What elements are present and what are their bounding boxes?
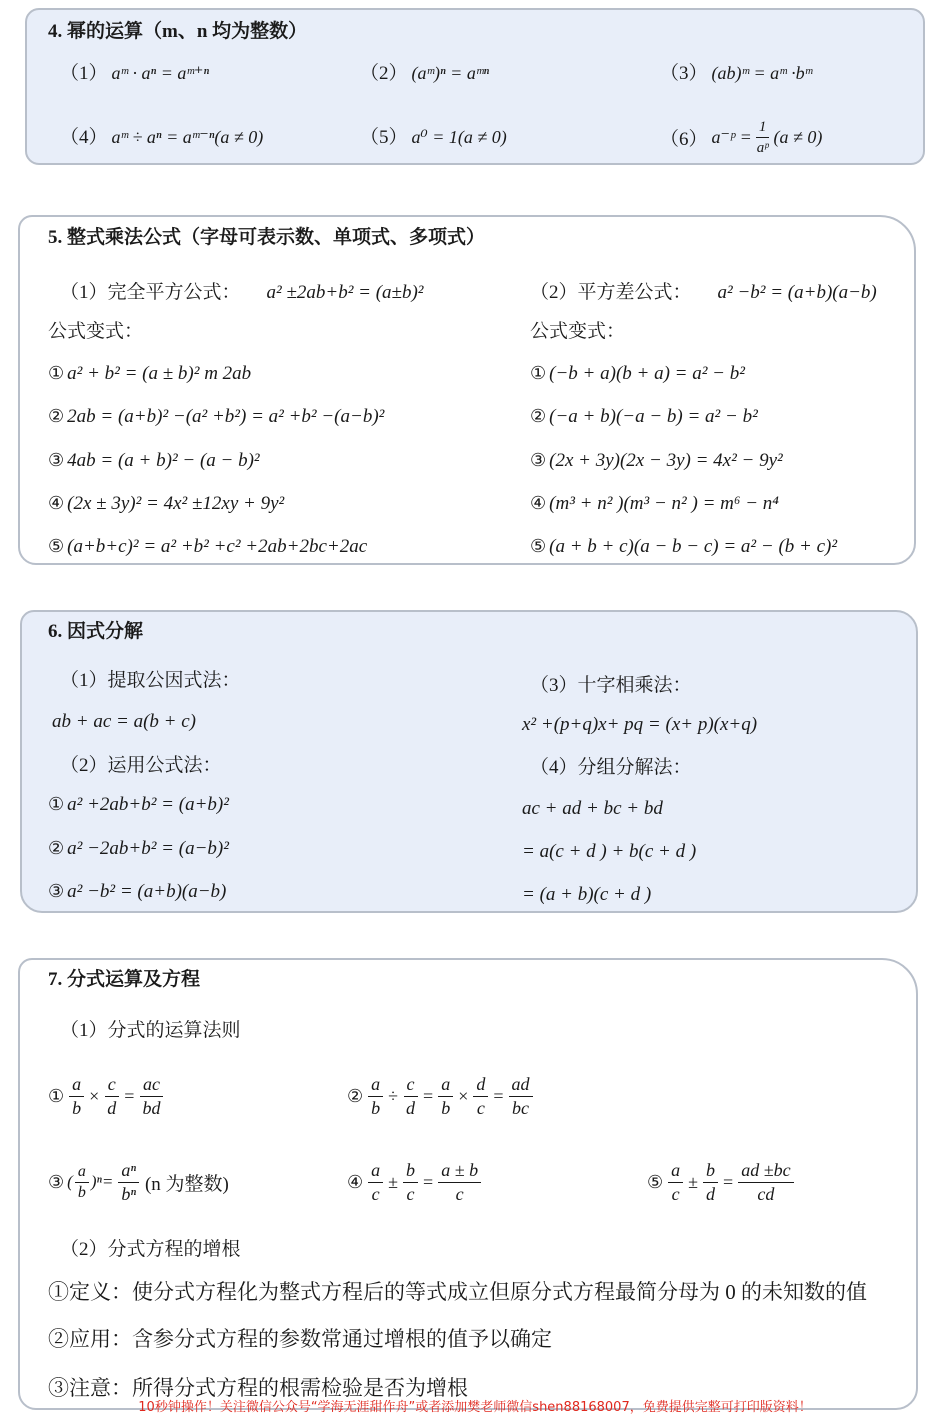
item-label: （6） [660,128,708,150]
formula-heading: （2）平方差公式： [530,282,692,303]
fraction [473,1073,488,1120]
fraction-denominator: aᵖ [756,139,769,156]
section-power-operations [25,8,925,165]
fraction [703,1159,718,1206]
power-rule-3 [660,58,812,88]
circled-marker: ③ [48,1171,65,1193]
circled-marker: ② [530,406,547,427]
method-formula: ab + ac = a(b + c) [52,711,196,732]
fraction-numerator: c [105,1073,119,1097]
method-heading: （1）提取公因式法： [60,670,241,691]
circled-marker: ④ [347,1171,364,1193]
fraction [438,1159,481,1206]
circled-marker: ⑤ [48,536,65,557]
circled-marker: ② [48,406,65,427]
fraction-numerator: a [438,1073,453,1097]
formula: a² −2ab+b² = (a−b)² [67,838,229,859]
circled-marker: ⑤ [647,1171,664,1193]
fraction-denominator: cd [757,1183,775,1204]
fraction-denominator: b [371,1097,381,1118]
operator: = [423,1085,434,1106]
operator: = [124,1085,135,1106]
power-rule-4 [60,122,263,152]
fraction-numerator: 1 [756,117,770,138]
variant-item [530,359,745,389]
item-label: （3） [660,63,708,84]
operator: = [423,1171,434,1192]
formula: a² ±2ab+b² = (a±b)² [266,282,424,303]
method-step: ac + ad + bc + bd [522,798,663,819]
operator: ± [388,1171,399,1192]
circled-marker: ① [48,363,65,384]
method-item [48,877,226,907]
close-paren-exponent: )ⁿ= [90,1172,114,1191]
operator: = [493,1085,504,1106]
section-title: 6. 因式分解 [48,621,144,642]
extraneous-root-application: ②应用：含参分式方程的参数常通过增根的值予以确定 [48,1327,552,1351]
method-heading: （2）运用公式法： [60,755,222,776]
circled-marker: ③ [48,450,65,471]
method-item [48,834,229,864]
formula: 2ab = (a+b)² −(a² +b²) = a² +b² −(a−b)² [67,406,385,427]
fraction [754,117,772,158]
formula: a⁰ = 1(a ≠ 0) [411,127,507,147]
difference-of-squares-heading [530,278,877,308]
fraction-numerator: a [69,1073,84,1097]
fraction-numerator: aⁿ [118,1159,139,1183]
section-fraction-operations [18,958,918,1410]
variant-item [48,489,284,519]
method-step: = a(c + d ) + b(c + d ) [522,841,697,862]
fraction-denominator: b [77,1183,86,1201]
subsection-heading: （2）分式方程的增根 [60,1239,241,1260]
circled-marker: ④ [530,493,547,514]
fraction [139,1073,163,1120]
item-label: （2） [360,63,408,84]
fraction-denominator: c [671,1183,680,1204]
method-formula: x² +(p+q)x+ pq = (x+ p)(x+q) [522,714,758,735]
perfect-square-heading [60,278,424,308]
fraction [75,1162,89,1203]
section-polynomial-multiplication [18,215,916,565]
variant-item [530,532,837,562]
fraction-denominator: b [72,1097,82,1118]
fraction-denominator: bd [142,1097,161,1118]
fraction-rule-divide [347,1068,535,1124]
section-factorization [20,610,918,913]
fraction [368,1073,383,1120]
fraction-numerator: ad [509,1073,533,1097]
fraction [104,1073,119,1120]
fraction-denominator: c [406,1183,415,1204]
fraction-numerator: ad ±bc [738,1159,793,1183]
fraction-rule-multiply [48,1068,165,1124]
formula-lhs: a⁻ᵖ = [711,126,752,147]
fraction-denominator: c [371,1183,380,1204]
fraction [738,1159,793,1206]
method-step: = (a + b)(c + d ) [522,884,652,905]
circled-marker: ① [48,794,65,815]
power-rule-5 [360,122,507,152]
variant-item [48,532,367,562]
variants-label: 公式变式： [48,321,144,342]
circled-marker: ② [48,838,65,859]
fraction [368,1159,383,1206]
formula: (m³ + n² )(m³ − n² ) = m⁶ − n⁴ [549,493,779,514]
power-rule-2 [360,58,489,88]
promo-footer: 10秒钟操作！关注微信公众号“学海无涯甜作舟”或者添加樊老师微信shen88168007，免费提供完整可打印版资料！ [138,1400,812,1415]
fraction-denominator: d [706,1183,716,1204]
formula: a² −b² = (a+b)(a−b) [67,881,227,902]
fraction-rule-power [48,1154,229,1210]
circled-marker: ④ [48,493,65,514]
fraction-numerator: b [703,1159,718,1183]
fraction-rule-different-denominator [647,1154,796,1210]
fraction [403,1073,418,1120]
method-heading: （4）分组分解法： [530,757,692,778]
fraction-denominator: d [107,1097,117,1118]
formula: (−b + a)(b + a) = a² − b² [549,363,745,384]
formula: a² −b² = (a+b)(a−b) [717,282,877,303]
formula: (2x ± 3y)² = 4x² ±12xy + 9y² [67,493,285,514]
operator: ± [688,1171,699,1192]
section-title: 7. 分式运算及方程 [48,969,201,990]
fraction-numerator: a [668,1159,683,1183]
formula: (a + b + c)(a − b − c) = a² − (b + c)² [549,536,838,557]
variants-label: 公式变式： [530,321,626,342]
fraction-numerator: c [404,1073,418,1097]
fraction-denominator: bⁿ [121,1183,136,1204]
fraction-denominator: b [441,1097,451,1118]
formula-condition: (a ≠ 0) [773,126,823,147]
formula: (−a + b)(−a − b) = a² − b² [549,406,758,427]
operator: × [458,1085,469,1106]
operator: ÷ [388,1085,399,1106]
formula: (a+b+c)² = a² +b² +c² +2ab+2bc+2ac [67,536,368,557]
method-heading: （3）十字相乘法： [530,675,692,696]
circled-marker: ③ [48,881,65,902]
formula: (ab)ᵐ = aᵐ ·bᵐ [711,63,813,83]
fraction-denominator: d [406,1097,416,1118]
fraction-denominator: c [455,1183,464,1204]
formula: a² + b² = (a ± b)² m 2ab [67,363,252,384]
formula: (2x + 3y)(2x − 3y) = 4x² − 9y² [549,450,783,471]
section-title: 5. 整式乘法公式（字母可表示数、单项式、多项式） [48,227,486,248]
fraction-numerator: a ± b [438,1159,481,1183]
power-rule-1 [60,58,209,88]
variant-item [530,446,783,476]
circled-marker: ③ [530,450,547,471]
circled-marker: ① [530,363,547,384]
fraction-denominator: bc [512,1097,529,1118]
fraction-numerator: a [368,1073,383,1097]
operator: = [723,1171,734,1192]
subsection-heading: （1）分式的运算法则 [60,1020,241,1041]
circled-marker: ② [347,1085,364,1107]
fraction-rule-same-denominator [347,1154,483,1210]
fraction [403,1159,418,1206]
method-item [48,790,229,820]
condition-note: (n 为整数) [144,1173,229,1195]
formula: 4ab = (a + b)² − (a − b)² [67,450,260,471]
circled-marker: ⑤ [530,536,547,557]
fraction-numerator: d [473,1073,488,1097]
fraction [668,1159,683,1206]
open-paren: ( [67,1172,73,1191]
formula: (aᵐ)ⁿ = aᵐⁿ [411,63,489,83]
extraneous-root-caution: ③注意：所得分式方程的根需检验是否为增根 [48,1376,468,1400]
fraction [118,1159,139,1206]
item-label: （1） [60,63,108,84]
fraction-numerator: b [403,1159,418,1183]
fraction [438,1073,453,1120]
fraction-numerator: ac [140,1073,163,1097]
variant-item [48,402,384,432]
formula: a² +2ab+b² = (a+b)² [67,794,229,815]
formula-heading: （1）完全平方公式： [60,282,241,303]
circled-marker: ① [48,1085,65,1107]
section-title: 4. 幂的运算（m、n 均为整数） [48,21,308,42]
fraction-numerator: a [368,1159,383,1183]
power-rule-6 [660,114,822,160]
formula: aᵐ · aⁿ = aᵐ⁺ⁿ [111,63,210,83]
extraneous-root-definition: ①定义：使分式方程化为整式方程后的等式成立但原分式方程最简分母为 0 的未知数的值 [48,1280,867,1304]
fraction-numerator: a [75,1162,89,1183]
formula: aᵐ ÷ aⁿ = aᵐ⁻ⁿ(a ≠ 0) [111,127,264,147]
variant-item [530,489,779,519]
item-label: （5） [360,127,408,148]
fraction [509,1073,533,1120]
variant-item [48,446,260,476]
variant-item [530,402,758,432]
fraction [69,1073,84,1120]
variant-item [48,359,251,389]
operator: × [89,1085,100,1106]
fraction-denominator: c [476,1097,485,1118]
item-label: （4） [60,127,108,148]
